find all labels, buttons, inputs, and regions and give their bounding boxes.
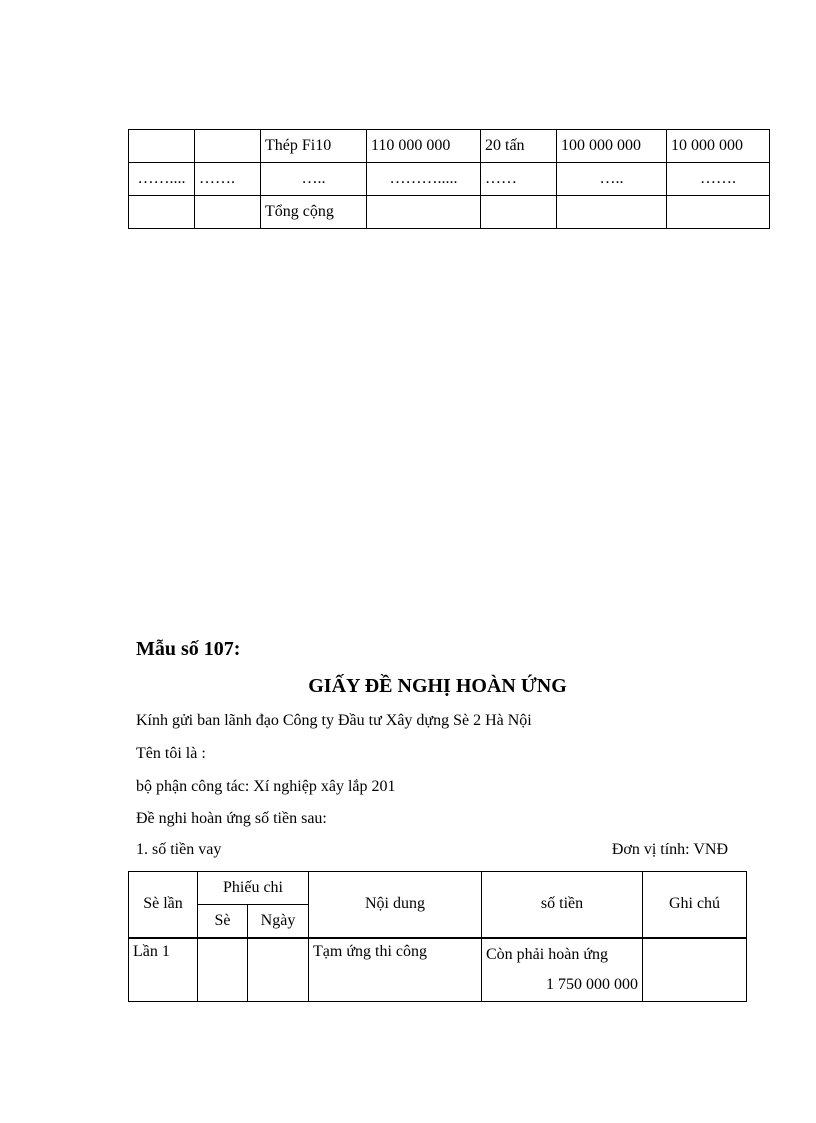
header-content: Nội dung [309,872,482,938]
row-times: Lần 1 [129,938,198,1002]
table-cell [481,196,557,229]
row-amount: 1 750 000 000 [546,975,638,993]
department-line: bộ phận công tác: Xí nghiệp xây lắp 201 [136,778,396,795]
header-voucher-no: Sè [198,905,248,938]
table-cell: …… [481,163,557,196]
greeting-line: Kính gửi ban lãnh đạo Công ty Đầu tư Xây dựng Sè 2 Hà Nội [136,712,532,729]
table-cell: 110 000 000 [367,130,481,163]
total-label: Tổng cộng [261,196,367,229]
row-voucher-no [198,938,248,1002]
row-content: Tạm ứng thi công [309,938,482,1002]
table-cell: ….. [261,163,367,196]
name-line: Tên tôi là : [136,745,206,762]
row-amount-label: Còn phải hoàn ứng [486,945,608,963]
table-cell: Thép Fi10 [261,130,367,163]
table-cell: ……. [195,163,261,196]
table-cell: ………..... [367,163,481,196]
table-cell: …….... [129,163,195,196]
table-cell [195,130,261,163]
unit-label: Đơn vị tính: VNĐ [611,841,728,858]
form-title: GIẤY ĐỀ NGHỊ HOÀN ỨNG [308,675,567,697]
table-cell: ….. [557,163,667,196]
table-cell [367,196,481,229]
table-cell: 10 000 000 [667,130,770,163]
table-cell [129,130,195,163]
table-cell [129,196,195,229]
table-cell: ……. [667,163,770,196]
table-row [129,163,770,196]
loan-table [128,871,747,1002]
header-note: Ghi chú [643,872,747,938]
form-number: Mẫu số 107: [136,638,241,660]
header-amount: số tiền [482,872,643,938]
row-note [643,938,747,1002]
table-cell [195,196,261,229]
table-cell: 100 000 000 [557,130,667,163]
table-cell [557,196,667,229]
row-amount-cell [482,938,643,1002]
table-header-row [129,872,747,905]
table-row [129,130,770,163]
table-row [129,196,770,229]
table-cell [667,196,770,229]
materials-table [128,129,770,229]
table-row [129,938,747,1002]
row-voucher-date [248,938,309,1002]
request-line: Đề nghi hoàn ứng số tiền sau: [136,810,327,827]
header-voucher: Phiếu chi [198,872,309,905]
header-voucher-date: Ngày [248,905,309,938]
table-cell: 20 tấn [481,130,557,163]
section-label: 1. số tiền vay [136,841,222,858]
header-times: Sè lần [129,872,198,938]
